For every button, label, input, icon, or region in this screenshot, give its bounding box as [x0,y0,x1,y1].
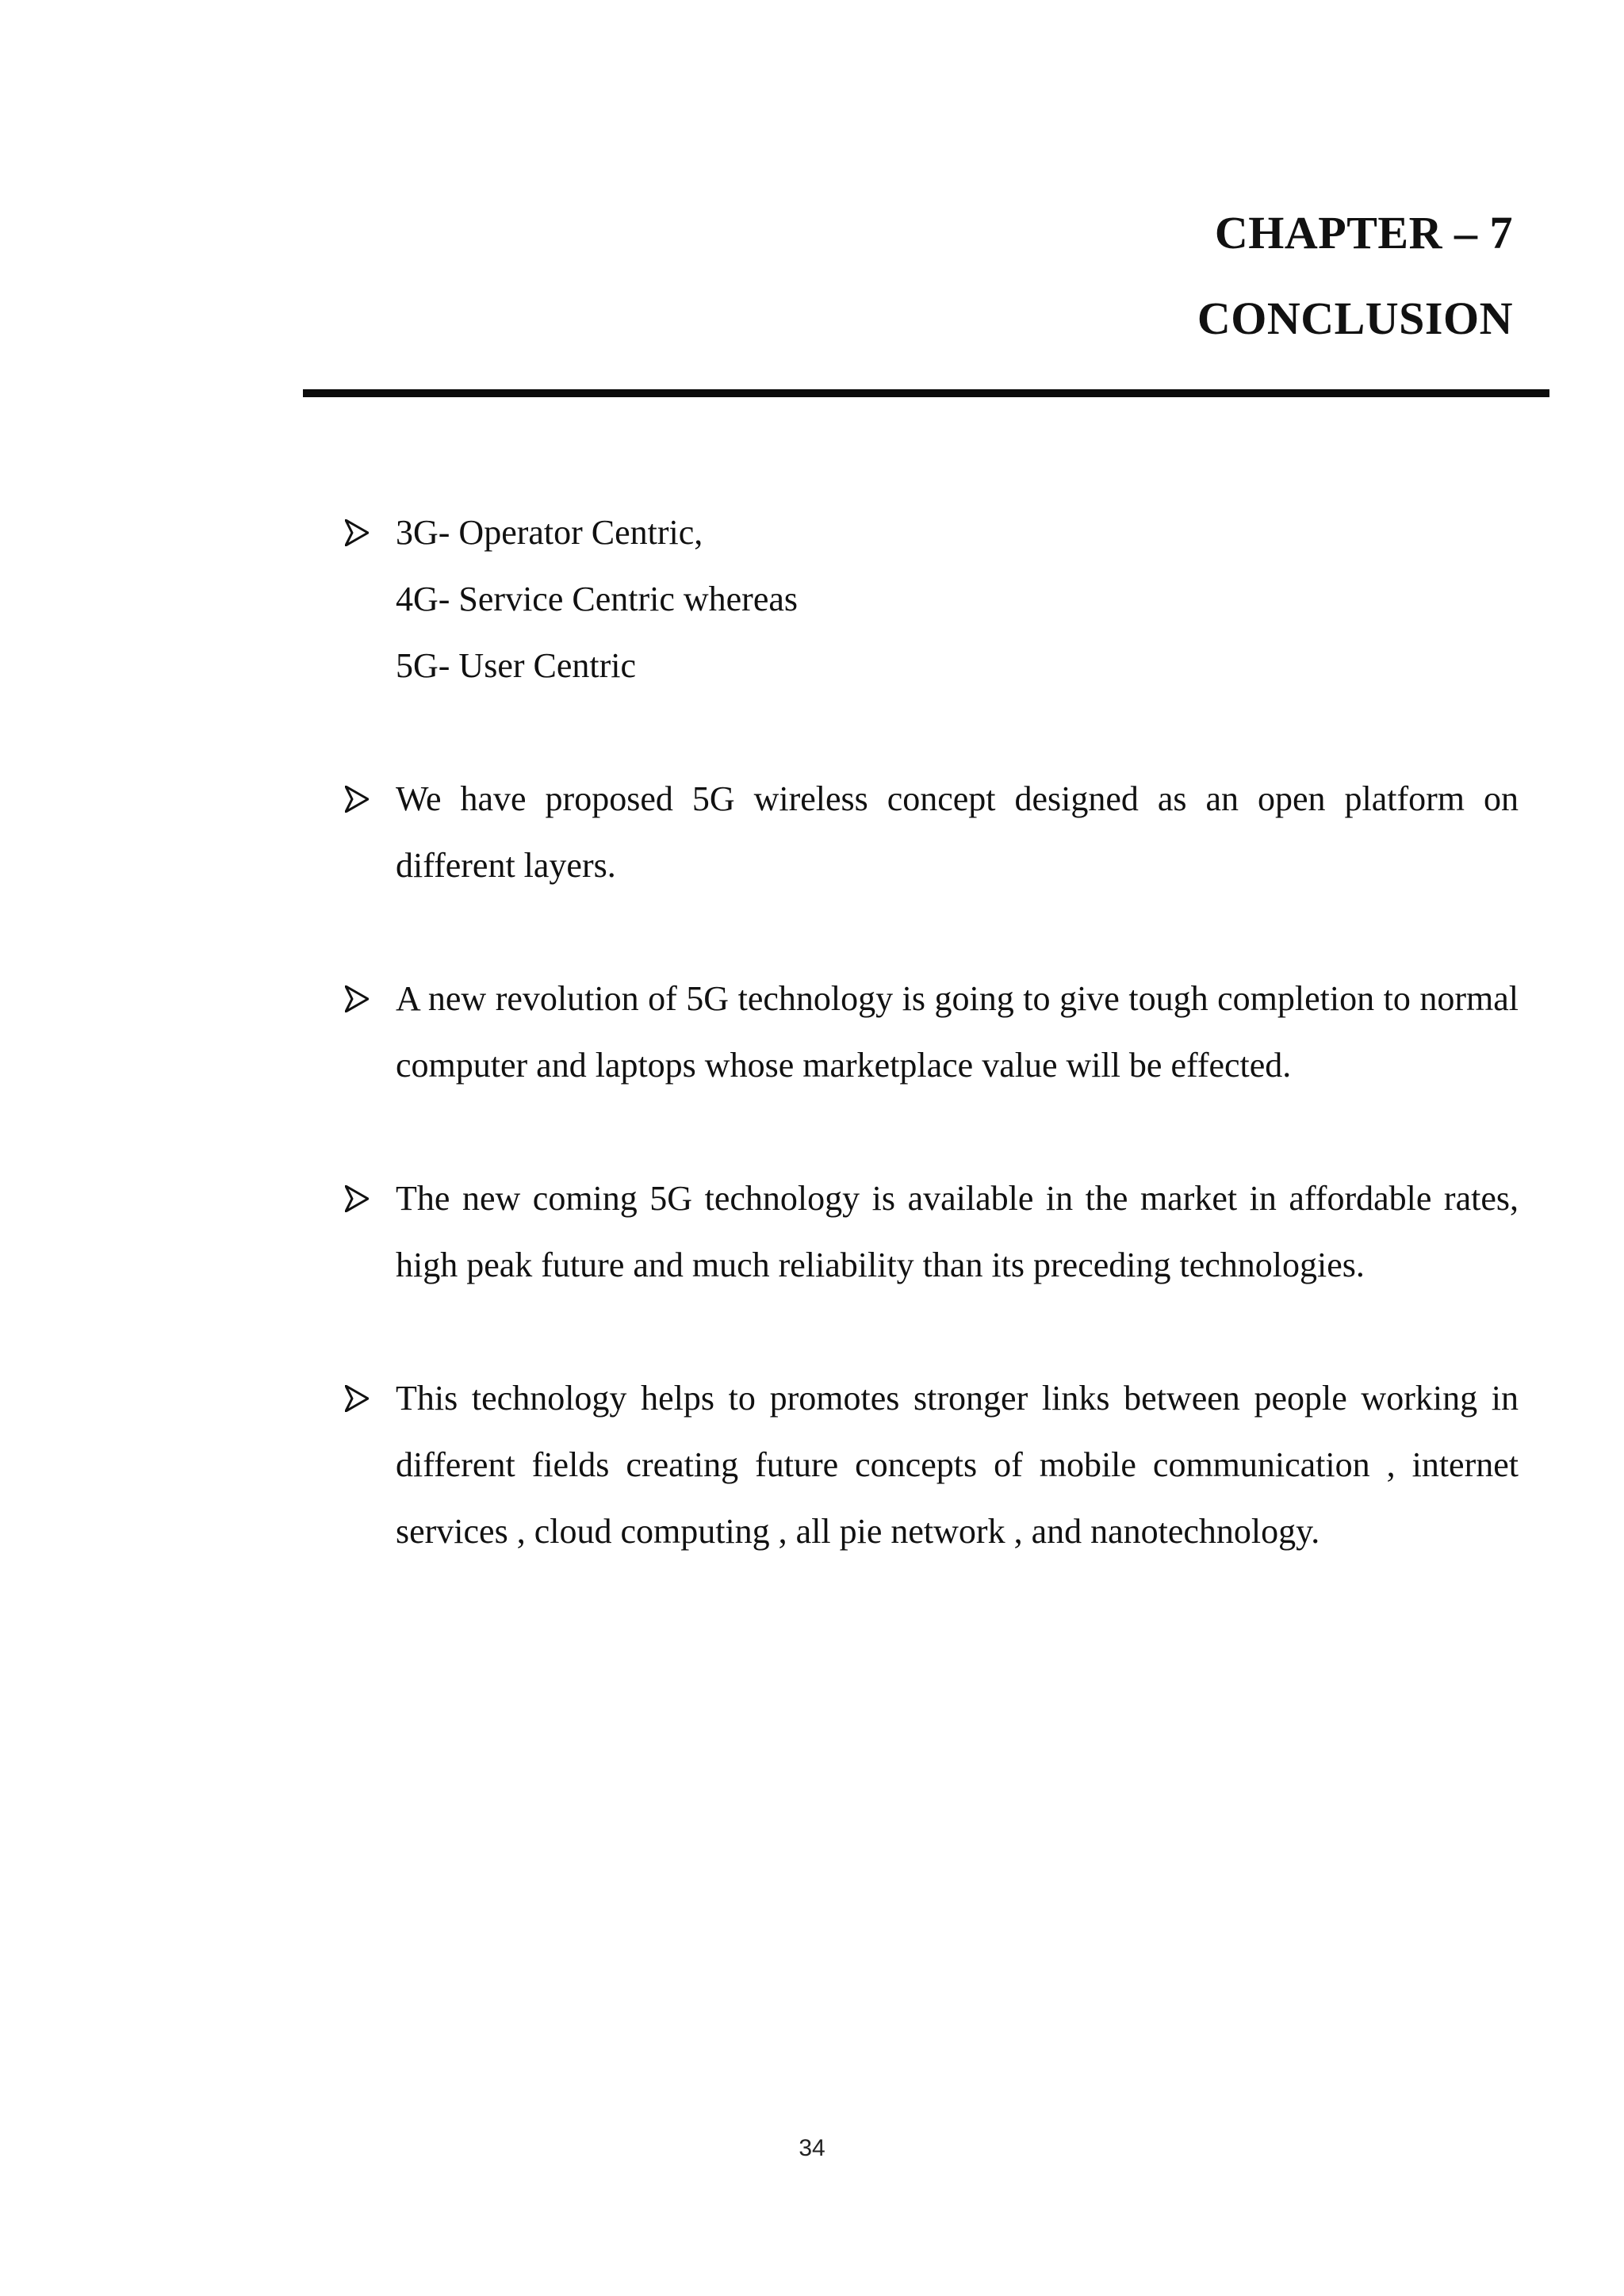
chapter-heading [1197,190,1513,362]
bullet-item [345,499,1519,699]
bullet-line: 5G- User Centric [396,646,637,685]
bullet-item [345,1365,1519,1565]
chapter-title: CONCLUSION [1197,293,1513,344]
page-number: 34 [799,2135,825,2161]
bullet-line: 3G- Operator Centric, [396,513,703,552]
chapter-number: CHAPTER – 7 [1214,207,1513,258]
arrowhead-bullet-icon [345,499,377,566]
arrowhead-bullet-icon [345,1165,377,1232]
conclusion-bullet-list [345,499,1519,1632]
bullet-item [345,966,1519,1099]
arrowhead-bullet-icon [345,1365,377,1432]
bullet-text: A new revolution of 5G technology is going to give tough completion to normal computer and laptops whose marketplace value will be effected. [396,979,1519,1085]
bullet-text: We have proposed 5G wireless concept designed as an open platform on different layers. [396,779,1519,885]
bullet-line: 4G- Service Centric whereas [396,580,799,618]
bullet-text: The new coming 5G technology is available in the market in affordable rates, high peak future and much reliability than its preceding technologies. [396,1179,1519,1284]
heading-divider [303,389,1549,397]
arrowhead-bullet-icon [345,766,377,832]
bullet-item [345,1165,1519,1299]
arrowhead-bullet-icon [345,966,377,1032]
bullet-text: This technology helps to promotes stronger links between people working in different fields creating future concepts of mobile communication , internet services , cloud computing , all pie network , and nanotechnology. [396,1379,1519,1551]
bullet-item [345,766,1519,899]
